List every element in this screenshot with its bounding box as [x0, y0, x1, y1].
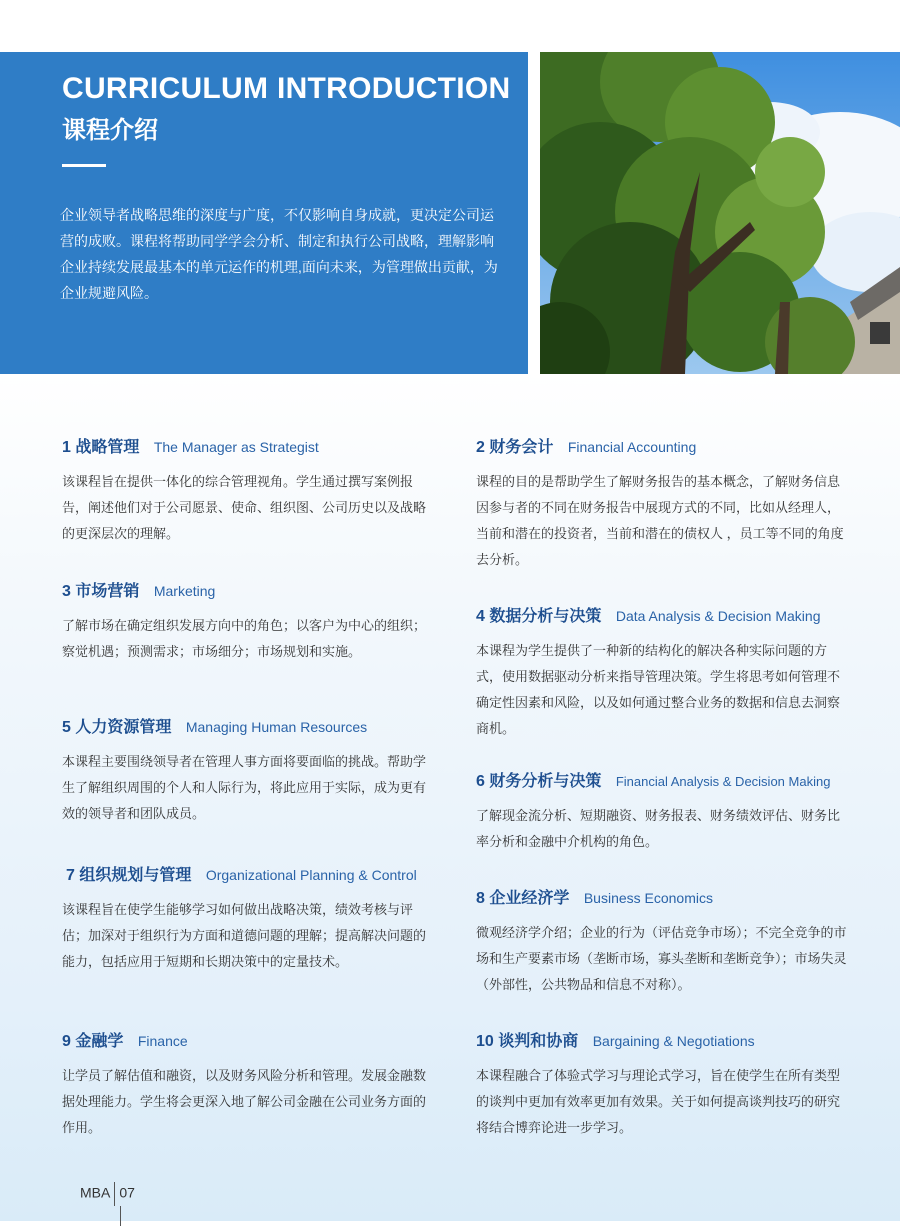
page-number: 07: [119, 1184, 135, 1201]
course-description: 本课程融合了体验式学习与理论式学习，旨在使学生在所有类型的谈判中更加有效率更加有效果。关于如何提高谈判技巧的研究将结合博弈论进一步学习。: [476, 1068, 841, 1135]
tree-photo-illustration: [540, 52, 900, 374]
course-title-en: The Manager as Strategist: [153, 439, 319, 455]
course-title-cn: 财务会计: [489, 439, 554, 456]
course-title-cn: 战略管理: [75, 439, 140, 456]
course-3: [62, 580, 434, 665]
course-7: [62, 864, 438, 975]
course-description: 本课程主要围绕领导者在管理人事方面将要面临的挑战。帮助学生了解组织周围的个人和人际行为，将此应用于实际，成为更有效的领导者和团队成员。: [62, 754, 427, 821]
title-divider: [62, 164, 106, 167]
course-heading: [476, 605, 848, 628]
course-8: [476, 887, 848, 998]
course-5: [62, 716, 434, 827]
course-title-cn: 数据分析与决策: [489, 608, 602, 625]
course-title-en: Data Analysis & Decision Making: [615, 608, 821, 624]
course-title-cn: 谈判和协商: [498, 1033, 579, 1050]
course-heading: [476, 436, 848, 459]
course-title-en: Financial Accounting: [567, 439, 697, 455]
course-title-cn: 财务分析与决策: [489, 773, 602, 790]
course-description: 该课程旨在使学生能够学习如何做出战略决策，绩效考核与评估；加深对于组织行为方面和道德问题的理解；提高解决问题的能力，包括应用于短期和长期决策中的定量技术。: [62, 902, 427, 969]
course-number: 9: [62, 1033, 71, 1050]
course-title-cn: 人力资源管理: [75, 719, 172, 736]
footer-vertical-line: [120, 1206, 121, 1226]
course-title-en: Business Economics: [583, 890, 713, 906]
intro-text: 企业领导者战略思维的深度与广度，不仅影响自身成就，更决定公司运营的成败。课程将帮助同学学会分析、制定和执行公司战略，理解影响企业持续发展最基本的单元运作的机理,面向未来，为管理做出贡献，为企业规避风险。: [60, 207, 498, 301]
course-title-cn: 金融学: [75, 1033, 124, 1050]
course-title-cn: 企业经济学: [489, 890, 570, 907]
course-9: [62, 1030, 434, 1141]
course-number: 3: [62, 583, 71, 600]
course-title-en: Bargaining & Negotiations: [592, 1033, 755, 1049]
course-description: 了解现金流分析、短期融资、财务报表、财务绩效评估、财务比率分析和金融中介机构的角色。: [476, 808, 841, 849]
course-1: [62, 436, 434, 547]
course-heading: [62, 580, 434, 603]
campus-tree-photo: [540, 52, 900, 374]
course-title-en: Financial Analysis & Decision Making: [615, 774, 831, 789]
course-heading: [476, 887, 848, 910]
course-heading: [476, 771, 848, 793]
course-description: 让学员了解估值和融资，以及财务风险分析和管理。发展金融数据处理能力。学生将会更深入地了解公司金融在公司业务方面的作用。: [62, 1068, 427, 1135]
course-number: 6: [476, 773, 485, 790]
course-description: 该课程旨在提供一体化的综合管理视角。学生通过撰写案例报告，阐述他们对于公司愿景、使命、组织图、公司历史以及战略的更深层次的理解。: [62, 474, 427, 541]
course-number: 2: [476, 439, 485, 456]
course-description: 微观经济学介绍；企业的行为（评估竞争市场）；不完全竞争的市场和生产要素市场（垄断市场，寡头垄断和垄断竞争）；市场失灵（外部性，公共物品和信息不对称）。: [476, 925, 847, 992]
course-6: [476, 771, 848, 855]
course-description: 了解市场在确定组织发展方向中的角色；以客户为中心的组织；察觉机遇；预测需求；市场细分；市场规划和实施。: [62, 618, 427, 659]
course-number: 4: [476, 608, 485, 625]
course-number: 7: [66, 867, 75, 884]
course-title-en: Marketing: [153, 583, 216, 599]
course-heading: [62, 716, 434, 739]
course-description: 本课程为学生提供了一种新的结构化的解决各种实际问题的方式，使用数据驱动分析来指导管理决策。学生将思考如何管理不确定性因素和风险，以及如何通过整合业务的数据和信息去洞察商机。: [476, 643, 841, 736]
course-number: 5: [62, 719, 71, 736]
course-number: 10: [476, 1033, 494, 1050]
course-10: [476, 1030, 848, 1141]
course-2: [476, 436, 848, 573]
course-title-en: Finance: [137, 1033, 188, 1049]
course-description: 课程的目的是帮助学生了解财务报告的基本概念，了解财务信息因参与者的不同在财务报告中展现方式的不同，比如从经理人，当前和潜在的投资者，当前和潜在的债权人 ，员工等不同的角度去分析。: [476, 474, 844, 567]
page-footer: [80, 1182, 135, 1206]
course-title-en: Organizational Planning & Control: [205, 867, 417, 883]
footer-divider: [114, 1182, 115, 1206]
course-number: 1: [62, 439, 71, 456]
page-title-en: CURRICULUM INTRODUCTION: [62, 72, 511, 105]
course-4: [476, 605, 848, 742]
course-heading: [62, 1030, 434, 1053]
course-heading: [66, 864, 438, 887]
intro-panel: [0, 52, 528, 374]
footer-label: MBA: [80, 1184, 111, 1201]
course-heading: [476, 1030, 848, 1053]
course-title-cn: 市场营销: [75, 583, 140, 600]
page-title-cn: 课程介绍: [62, 117, 158, 144]
course-title-en: Managing Human Resources: [185, 719, 368, 735]
course-number: 8: [476, 890, 485, 907]
course-heading: [62, 436, 434, 459]
course-title-cn: 组织规划与管理: [79, 867, 192, 884]
top-margin: [0, 0, 900, 52]
